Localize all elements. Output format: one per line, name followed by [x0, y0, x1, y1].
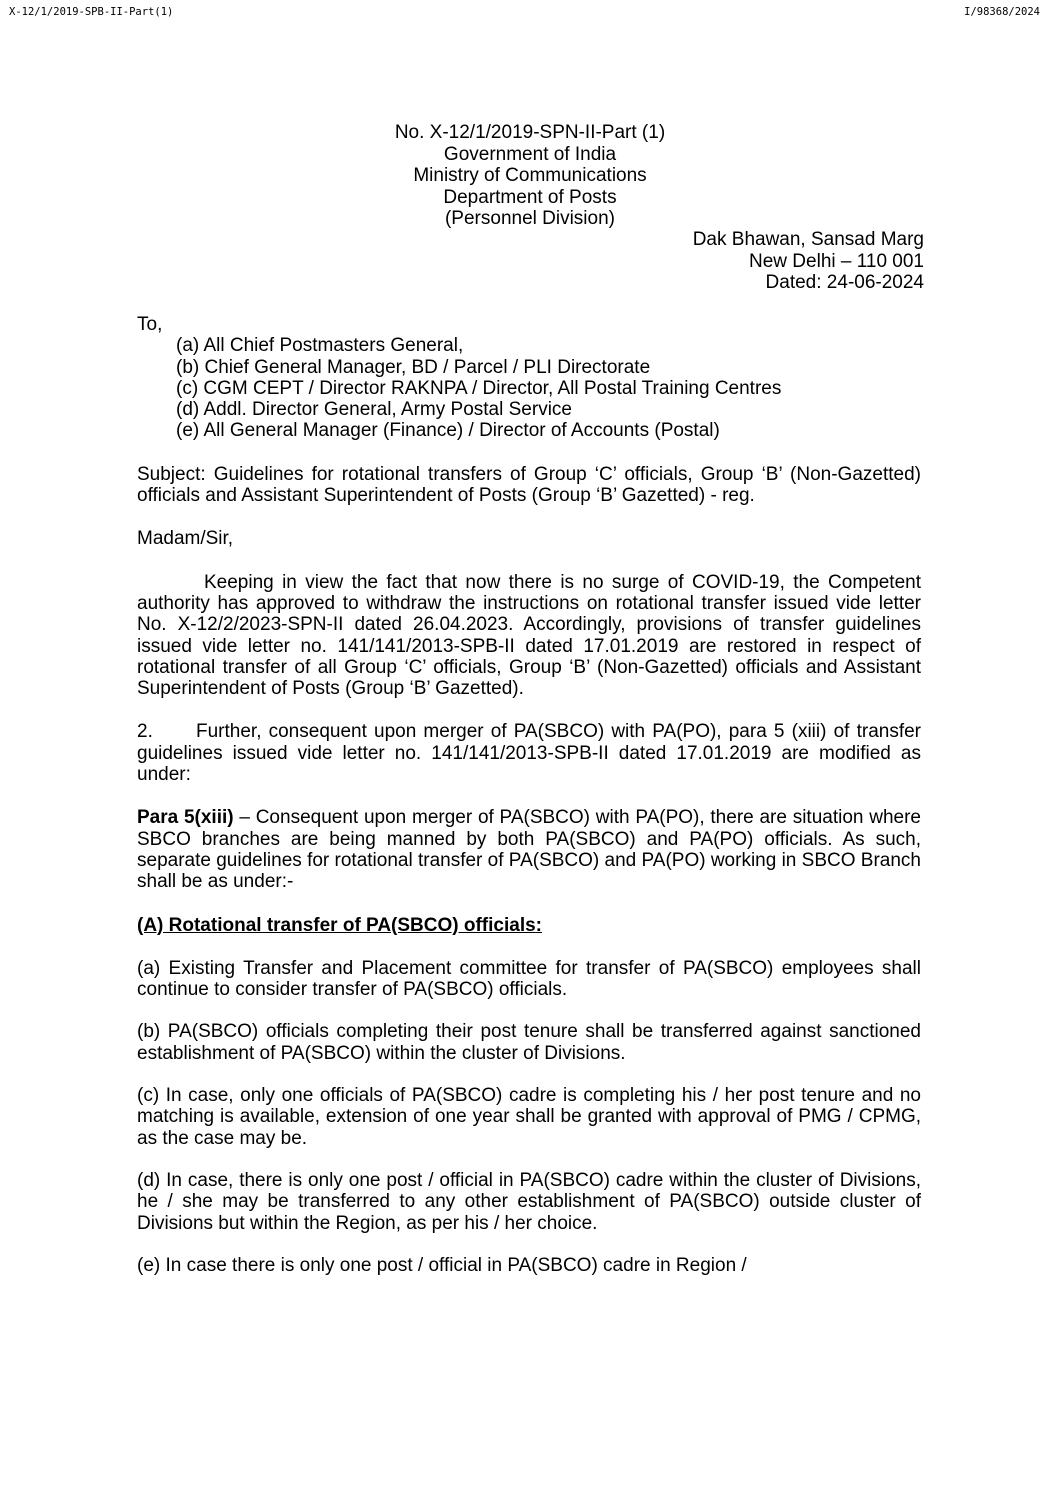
section-a-item: (c) In case, only one officials of PA(SBCO) cadre is completing his / her post tenure and no matching is available, extension of one year shall be granted with approval of PMG / CPMG, as the case may be. — [137, 1085, 921, 1149]
recipient-item: (b) Chief General Manager, BD / Parcel / PLI Directorate — [176, 356, 651, 378]
recipient-item: (a) All Chief Postmasters General, — [176, 335, 464, 357]
section-a-heading — [137, 915, 921, 936]
salutation: Madam/Sir, — [137, 528, 234, 550]
section-a-item: (d) In case, there is only one post / official in PA(SBCO) cadre within the cluster of Divisions, he / she may be transferred to any other establishment of PA(SBCO) outside cluster of Divisions but within the Region, as per his / her choice. — [137, 1169, 921, 1234]
section-a-colon: : — [535, 914, 542, 936]
address-block — [693, 229, 924, 294]
address-line-1: Dak Bhawan, Sansad Marg — [692, 229, 924, 250]
file-number: X-12/1/2019-SPB-II-Part(1) — [9, 6, 174, 18]
section-a-title: (A) Rotational transfer of PA(SBCO) officials — [137, 914, 536, 936]
para-5-label: Para 5(xiii) — [137, 807, 234, 829]
letter-body — [137, 314, 921, 1276]
section-a-item: (e) In case there is only one post / official in PA(SBCO) cadre in Region / — [137, 1254, 747, 1276]
letter-date: Dated: 24-06-2024 — [765, 272, 924, 293]
paragraph-2-text: Further, consequent upon merger of PA(SBCO) with PA(PO), para 5 (xiii) of transfer guidelines issued vide letter no. 141/141/2013-SPB-II dated 17.01.2019 are modified as under: — [137, 721, 921, 786]
paragraph-2-number: 2. — [137, 721, 153, 743]
letterhead — [330, 122, 730, 230]
government: Government of India — [443, 143, 617, 165]
paragraph-2 — [137, 721, 921, 785]
para-5-text: – Consequent upon merger of PA(SBCO) with PA(PO), there are situation where SBCO branches are being manned by both PA(SBCO) and PA(PO) officials. As such, separate guidelines for rotational transfer of PA(SBCO) and PA(PO) working in SBCO Branch shall be as under:- — [137, 807, 921, 893]
division: (Personnel Division) — [444, 208, 615, 229]
section-a-item: (b) PA(SBCO) officials completing their post tenure shall be transferred against sanctioned establishment of PA(SBCO) within the cluster of Divisions. — [137, 1021, 921, 1064]
para-5-xiii — [137, 807, 921, 892]
address-line-2: New Delhi – 110 001 — [749, 250, 924, 272]
reference-number: I/98368/2024 — [964, 6, 1040, 18]
ministry: Ministry of Communications — [413, 165, 647, 186]
letter-number: No. X-12/1/2019-SPN-II-Part (1) — [394, 122, 666, 143]
section-a-item: (a) Existing Transfer and Placement committee for transfer of PA(SBCO) employees shall continue to consider transfer of PA(SBCO) officials. — [137, 957, 921, 1001]
recipient-item: (e) All General Manager (Finance) / Director of Accounts (Postal) — [176, 420, 720, 442]
page-header — [0, 6, 1058, 20]
department: Department of Posts — [443, 186, 617, 208]
recipient-item: (c) CGM CEPT / Director RAKNPA / Director, All Postal Training Centres — [176, 377, 782, 399]
recipient-list — [176, 335, 921, 441]
to-label: To, — [137, 314, 163, 335]
recipient-item: (d) Addl. Director General, Army Postal Service — [176, 399, 572, 421]
paragraph-1: Keeping in view the fact that now there is no surge of COVID-19, the Competent authority has approved to withdraw the instructions on rotational transfer issued vide letter No. X-12/2/2023-SPN-II dated 26.04.2023. Accordingly, provisions of transfer guidelines issued vide letter no. 141/141/2013-SPB-II dated 17.01.2019 are restored in respect of rotational transfer of all Group ‘C’ officials, Group ‘B’ (Non-Gazetted) officials and Assistant Superintendent of Posts (Group ‘B’ Gazetted). — [137, 571, 921, 700]
subject: Subject: Guidelines for rotational transfers of Group ‘C’ officials, Group ‘B’ (Non-Gazetted) officials and Assistant Superintendent of Posts (Group ‘B’ Gazetted) - reg. — [137, 463, 921, 507]
